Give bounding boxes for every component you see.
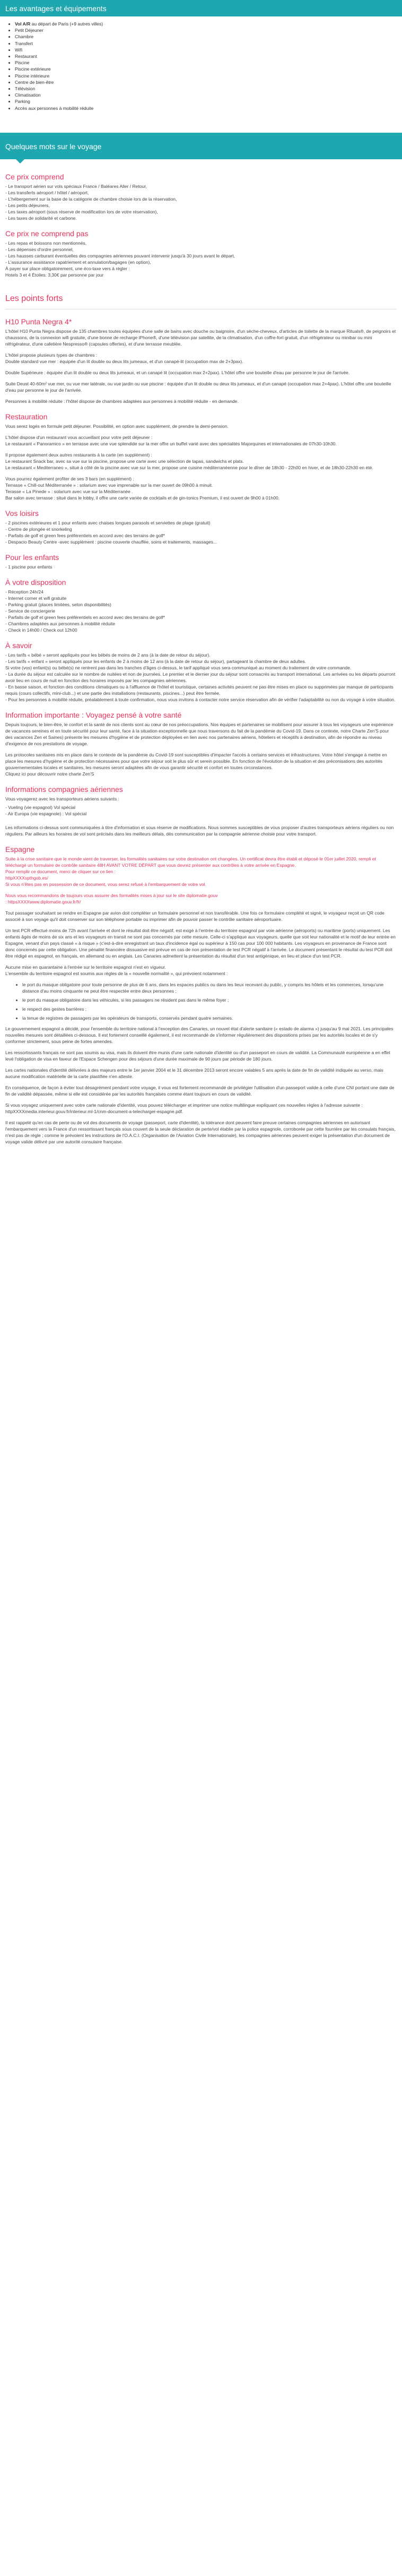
spain-alert-link[interactable]: Nous vous recommandons de toujours vous assurer des formalités mises à jour sur le site diplomatie.gouv : httpsXXXXwww.diplomatie.gouv.fr/fr/ (5, 892, 218, 904)
equipment-item (15, 59, 397, 66)
list-line: - Parfaits de golf et green fees préférentiels en accord avec des terrains de golf* (5, 614, 165, 620)
paragraph: Les ressortissants français ne sont pas soumis au visa, mais ils doivent être munis d'une carte nationale d'identité ou d'un passeport en cours de validité. La Communauté européenne a en effet levé l'obligation de visa en faveur de l'Espace Schengen pour des séjours d'une durée maximale de 90 jours par période de 180 jours. (5, 1049, 390, 1062)
list-line: - Réception 24h/24 (5, 589, 43, 595)
excluded-title: Ce prix ne comprend pas (5, 229, 89, 238)
equipment-item (15, 27, 397, 33)
list-line: - Air Europa (vie espagnole) : Vol spécial (5, 811, 87, 816)
note-title: À savoir (5, 641, 32, 650)
equipment-item (15, 85, 397, 92)
equipment-item-label: Chambre (15, 34, 33, 40)
paragraph: Double Supérieure : équipée d'un lit double ou deux lits jumeaux, et un canapé lit (occupation max 2+2pax). L'hôtel offre une bouteille d'eau par personne le jour de l'arrivée. (5, 369, 350, 375)
paragraph: Personnes à mobilité réduite : l'hôtel dispose de chambres adaptées aux personnes à mobilité réduite - en demande. (5, 398, 239, 404)
equipment-item-label: Petit Déjeuner (15, 28, 43, 33)
list-line: - L'hébergement sur la base de la catégorie de chambre choisie lors de la réservation, (5, 196, 177, 202)
list-line: - Internet corner et wifi gratuite (5, 595, 67, 601)
list-line: - Les dépenses d'ordre personnel, (5, 246, 74, 252)
equipment-item (15, 105, 397, 111)
list-line: - Parfaits de golf et green fees préférentiels en accord avec des terrains de golf* (5, 532, 165, 538)
paragraph: Suite Deust 40-60m² vue mer, ou vue mer latérale, ou vue jardin ou vue piscine : équipée d'un lit double ou deux lits jumeaux, et d'un canapé (occupation max 2+4pax). L'hôtel offre une bouteille d'eau par personne le jour de l'arrivée. (5, 381, 391, 393)
list-line: - Check in 14h00 / Check out 12h00 (5, 627, 77, 633)
note-description (5, 652, 397, 703)
equipment-item-label: au départ de Paris (+9 autres villes) (30, 21, 103, 27)
equipment-item-label: Centre de bien-être (15, 79, 54, 85)
equipment-item (15, 92, 397, 98)
spain-description-2 (5, 1026, 397, 1145)
list-line: - Le transport aérien sur vols spéciaux France / Baléares Aller / Retour, (5, 183, 147, 189)
equipment-item (15, 33, 397, 40)
equipment-item (15, 53, 397, 59)
paragraph: Le gouvernement espagnol a décidé, pour l'ensemble du territoire national à l'exception des Canaries, un nouvel état d'alerte sanitaire (« estado de alarma ») jusqu'au 9 mai 2021. Les principales nouvelles mesures sont détaillées ci-dessous. Il est fortement conseillé également, il est recommandé de s'informer régulièrement des dispositions prises par les autorités locales et de s'y conformer strictement, sous peine de fortes amendes. (5, 1026, 394, 1044)
list-line: - Les petits déjeuners, (5, 202, 50, 208)
equipment-item-label: Piscine intérieure (15, 73, 50, 79)
paragraph: L'hôtel H10 Punta Negra dispose de 135 chambres toutes équipées d'une salle de bains avec douche ou baignoire, d'un sèche-cheveux, d'articles de toilette de la marque Rituals®, de peignoirs et chaussons, de la connexion wifi gratuite, d'une bonne de recharge iPhone®, d'une télévision par satellite, de la climatisation, d'un coffre-fort gratuit, d'un réfrigérateur ou minibar ou mini réfrigérateur, d'une cafetière Nespresso® (capsules offertes), et d'une terrasse meublée. (5, 328, 396, 347)
disposal-list (5, 589, 397, 633)
equipment-item-label: Piscine extérieure (15, 66, 51, 72)
equipment-item-label: Wifi (15, 47, 23, 53)
list-line: - Les hausses carburant éventuelles des compagnies aériennes pouvant intervenir jusqu'à 30 jours avant le départ, (5, 253, 235, 259)
list-line: À payer sur place obligatoirement, une éco-taxe vers à régler : (5, 265, 130, 271)
list-line: - Les transferts aéroport / hôtel / aéroport, (5, 189, 89, 195)
kids-title: Pour les enfants (5, 553, 59, 562)
leisure-list (5, 520, 397, 545)
travel-safety-description (5, 721, 397, 777)
list-line: Hotels 3 et 4 Étoiles: 3,30€ par personne par jour (5, 272, 104, 278)
equipment-item (15, 73, 397, 79)
equipment-item-label: Restaurant (15, 54, 37, 59)
paragraph: L'hôtel dispose d'un restaurant vous accueillant pour votre petit déjeuner : Le restaurant « Panoramico » en terrasse avec une vue splendide sur la mer offre un buffet varié avec des spécialités Majorquines et internationales de 07h30-10h30. (5, 434, 337, 446)
paragraph: Il propose également deux autres restaurants à la carte (en supplément) : Le restaurant Snack bar, avec sa vue sur la piscine, propose une carte avec une sélection de tapas, sandwichs et plats. Le restaurant « Mediterraneo », situé à côté de la piscine avec vue sur la mer, propose une cuisine méditerranéenne pour le dîner de 18h30 - 22h00 en hiver, et de 18h30-22h30 en été. (5, 452, 373, 470)
rule-item: • le port du masque obligatoire pour toute personne de plus de 6 ans, dans les espaces publics ou dans les lieux recevant du public, y compris les hôtels et les commerces, lorsqu'une distance d'au moins cinquante ne peut être respectée entre deux personnes ; (22, 981, 397, 994)
list-line: - Vueling (vie espagnol) Vol spécial (5, 804, 75, 810)
about-content (0, 159, 402, 1162)
airlines-list (5, 804, 397, 817)
list-line: - Les taxes aéroport (sous réserve de modification lors de votre réservation), (5, 209, 158, 214)
travel-safety-title: Information importante : Voyagez pensé à votre santé (5, 710, 182, 719)
list-line: - Despacio Beauty Centre -avec supplément : piscine couverte chauffée, soins et traitements, massages... (5, 539, 217, 545)
rule-item: • le port du masque obligatoire dans les véhicules, si les passagers ne résident pas dans le même foyer ; (22, 997, 397, 1003)
list-line: - 1 piscine pour enfants (5, 564, 53, 570)
restaurant-title: Restauration (5, 412, 48, 421)
included-title: Ce prix comprend (5, 172, 64, 181)
paragraph: L'hôtel propose plusieurs types de chambres : Double standard vue mer : équipée d'un lit double ou deux lits jumeaux, et d'un canapé-lit (occupation max de 2+3pax). (5, 352, 243, 364)
equipment-item (15, 79, 397, 85)
airlines-intro: Vous voyagerez avec les transporteurs aériens suivants : (5, 796, 119, 802)
list-line: - L'assurance assistance rapatriement et annulation/bagages (en option), (5, 259, 151, 265)
highlights-title: Les points forts (5, 294, 63, 303)
list-line: - Service de conciergerie (5, 608, 56, 614)
list-line: - Les repas et boissons non mentionnés, (5, 240, 87, 246)
excluded-list (5, 240, 397, 278)
equipment-heading: Les avantages et équipements (0, 0, 402, 16)
hotel-description (5, 328, 397, 404)
spain-title: Espagne (5, 845, 35, 854)
equipment-item (15, 21, 397, 27)
paragraph: Un test PCR effectué moins de 72h avant l'arrivée et dont le résultat doit être négatif, est exigé à l'entrée du territoire espagnol par voie aérienne (aéroports) ou maritime (ports) uniquement. Les enfants âgés de moins de six ans et les voyageurs en transit ne sont pas concernés par cette mesure. Celle-ci s'applique aux voyageurs, quelle que soit leur nationalité et le motif de leur entrée en Espagne, venant d'un pays classé « à risque » (c'est-à-dire enregistrant un taux d'incidence égal ou supérieur à 150 cas pour 100 000 habitants. Les voyageurs en provenance de France sont donc concernés par cette obligation. Une pénalité financière dissuasive est prévue en cas de non présentation de test PCR négatif à l'arrivée. Le document présentant le résultat du test PCR doit être rédigé en espagnol, en français, en allemand ou en anglais. Les Canaries admettent la présentation du résultat d'un test antigénique, en lieu et place d'un test PCR. (5, 927, 396, 959)
equipment-item (15, 98, 397, 105)
spain-description (5, 910, 397, 977)
list-line: - Parking gratuit (places limitées, selon disponibilités) (5, 601, 111, 607)
spain-rules (5, 981, 397, 1021)
paragraph: Il est rappelé qu'en cas de perte ou de vol des documents de voyage (passeport, carte d'identité), la tolérance dont peuvent faire preuve certaines compagnies aériennes en autorisant l'embarquement vers la France d'un ressortissant français sous couvert de la seule déclaration de perte/vol établie par la police espagnole, corroborée par cette fourrière par les consulats français, n'est pas de règle ; comme le prévoient les instructions de l'O.A.C.I. (Organisation de l'Aviation Civile Internationale), les compagnies aériennes peuvent exiger la présentation d'un document de voyage valide délivré par une autorité consulaire française. (5, 1119, 396, 1144)
included-list (5, 183, 397, 221)
disposal-title: À votre disposition (5, 578, 66, 587)
paragraph: Vous serez logés en formule petit déjeuner. Possibilité, en option avec supplément, de prendre la demi-pension. (5, 423, 229, 429)
equipment-item-label: Transfert (15, 40, 33, 46)
list-line: - 2 piscines extérieures et 1 pour enfants avec chaises longues parasols et serviettes de plage (gratuit) (5, 520, 211, 525)
list-line: - Chambres adaptées aux personnes à mobilité réduite (5, 621, 115, 626)
list-line: - Centre de plongée et snorkeling (5, 526, 72, 532)
equipment-item-label: Climatisation (15, 92, 41, 98)
equipment-item-label: Parking (15, 99, 30, 105)
paragraph: Si vous voyagez uniquement avec votre carte nationale d'identité, vous pouvez télécharger et imprimer une notice multilingue expliquant ces nouvelles règles à l'adresse suivante : httpXXXXmedia.interieur.gouv.fr/interieur.ml-1/cnm-document-a-telecharger-espagne.pdf. (5, 1102, 363, 1114)
paragraph: Aucune mise en quarantaine à l'entrée sur le territoire espagnol n'est en vigueur. L'ensemble du territoire espagnol est soumis aux règles de la « nouvelle normalité », qui prévoient notamment : (5, 964, 228, 976)
paragraph: Tout passager souhaitant se rendre en Espagne par avion doit compléter un formulaire personnel et non transférable. Une fois ce formulaire complété et signé, le voyageur reçoit un QR code associé à son voyage qu'il doit conserver sur son téléphone portable ou imprimer afin de pouvoir passer le contrôle sanitaire aéroportuaire. (5, 910, 384, 922)
paragraph: Vous pourrez également profiter de ses 3 bars (en supplément) : Terrasse « Chill-out Méditerranée » : solarium avec vue imprenable sur la mer ouvert de 09h00 à minuit. Terasse « La Pinede » : solarium avec vue sur la Méditerranée . Bar salon avec terrasse : situé dans le lobby, il offre une carte variée de cocktails et de gin-tonics Premium, il est ouvert de 9h00 à 01h00. (5, 476, 280, 501)
rule-item: • le respect des gestes barrières ; (22, 1006, 397, 1012)
equipment-item-label: Piscine (15, 60, 30, 66)
equipment-item (15, 47, 397, 53)
paragraph: Depuis toujours, le bien-être, le confort et la santé de nos clients sont au cœur de nos préoccupations. Nos équipes et partenaires se mobilisent pour assurer à tous les voyageurs une expérience de vacances sereines et en toute sécurité pour leur santé, face à la situation exceptionnelle que nous traversons du fait de la pandémie du Covid-19. Dans ce contexte, notre Charte Zen'S pour des vacances Zen et Saines) présente les mesures d'hygiène et de protection déployées en lien avec nos partenaires aériens, hôteliers et réceptifs à destination, afin de répondre au niveau d'exigence de nos prestations de voyage. (5, 721, 394, 746)
paragraph: - Les tarifs « bébé » seront appliqués pour les bébés de moins de 2 ans (à la date de retour du séjour). - Les tarifs « enfant » seront appliqués pour les enfants de 2 à moins de 12 ans (à la date de retour du séjour), partageant la chambre de deux adultes. Si votre (vos) enfant(s) ou bébé(s) ne rentrent pas dans les tranches d'âges ci-dessus, le tarif appliqué vous sera communiqué au moment du traitement de votre commande. - La durée du séjour est calculée sur le nombre de nuitées et non de journées. Le premier et le dernier jour du séjour sont consacrés au transport international. Les arrivées ou les départs pourront avoir lieu en cours de nuit en fonction des horaires imposés par les compagnies aériennes. - En basse saison, et fonction des conditions climatiques ou à l'affluence de l'hôtel et touristique, certaines activités peuvent ne pas être mises en place ou supprimées par manque de participants requis (cours collectifs, mini-club...) et une partie des installations (restaurants, piscines...) peut être fermée. - Pour les personnes à mobilité réduite, préalablement à toute confirmation, nous vous invitons à contacter notre service réservation afin de vérifier l'adaptabilité ou non du voyage à votre situation. (5, 652, 396, 702)
equipment-list (0, 16, 402, 117)
equipment-item (15, 40, 397, 47)
equipment-item (15, 66, 397, 72)
equipment-item-label: Accès aux personnes à mobilité réduite (15, 105, 94, 111)
equipment-item-bold: Vol A/R (15, 21, 31, 27)
spain-alert: Suite à la crise sanitaire que le monde vient de traverser, les formalités sanitaires sur votre destination ont changées. Un certificat devra être établi et déposé le 01er juillet 2020, rempli et téléchargé un formulaire de contrôle sanitaire 48H AVANT VOTRE DÉPART que vous devrez présenter aux contrôles à votre arrivée en Espagne. Pour remplir ce document, merci de cliquer sur ce lien : httpXXXXspthgob.es/ Si vous n'êtes pas en possession de ce document, vous serez refusé à l'embarquement de votre vol. (5, 856, 376, 887)
paragraph: Les cartes nationales d'identité délivrées à des majeurs entre le 1er janvier 2004 et le 31 décembre 2013 seront encore valables 5 ans après la date de fin de validité indiquée au verso, mais aucune modification matérielle de la carte plastifiée n'en atteste. (5, 1067, 383, 1079)
restaurant-description (5, 423, 397, 501)
paragraph: En conséquence, de façon à éviter tout désagrément pendant votre voyage, il vous est fortement recommandé de privilégier l'utilisation d'un passeport valide à celle d'une CNI portant une date de fin de validité dépassée, même si elle est considérée par les autorités françaises comme étant toujours en cours de validité. (5, 1084, 395, 1097)
kids-list (5, 564, 397, 570)
list-line: - Les taxes de solidarité et carbone. (5, 215, 77, 221)
leisure-title: Vos loisirs (5, 509, 39, 518)
about-heading: Quelques mots sur le voyage (0, 133, 402, 159)
hotel-title: H10 Punta Negra 4* (5, 317, 72, 326)
paragraph: Les protocoles sanitaires mis en place dans le contexte de la pandémie du Covid-19 sont susceptibles d'impacter l'accès à certains services et infrastructures. Votre hôtel s'engage à mettre en place les mesures d'hygiène et de protection nécessaires pour que votre séjour soit le plus sûr et serein possible. En fonction de l'évolution de la situation et des préconisations des autorités gouvernementales locales et sanitaires, les mesures seront adaptées afin de vous garantir sécurité et confort en toutes circonstances. Cliquez ici pour découvrir notre charte Zen'S (5, 752, 387, 777)
airlines-disclaimer: Les informations ci-dessus sont communiquées à titre d'information et sous réserve de modifications. Nous sommes susceptibles de vous proposer d'autres transporteurs aériens réguliers ou non réguliers. Par ailleurs les horaires de vol sont précisés dans les meilleurs délais, dès communication par la compagnie aérienne choisie pour votre transport. (5, 824, 394, 837)
rule-item: • la tenue de registres de passagers par les opérateurs de transports, conservés pendant quatre semaines. (22, 1015, 397, 1021)
equipment-item-label: Télévision (15, 86, 36, 92)
airlines-title: Informations compagnies aériennes (5, 785, 123, 794)
